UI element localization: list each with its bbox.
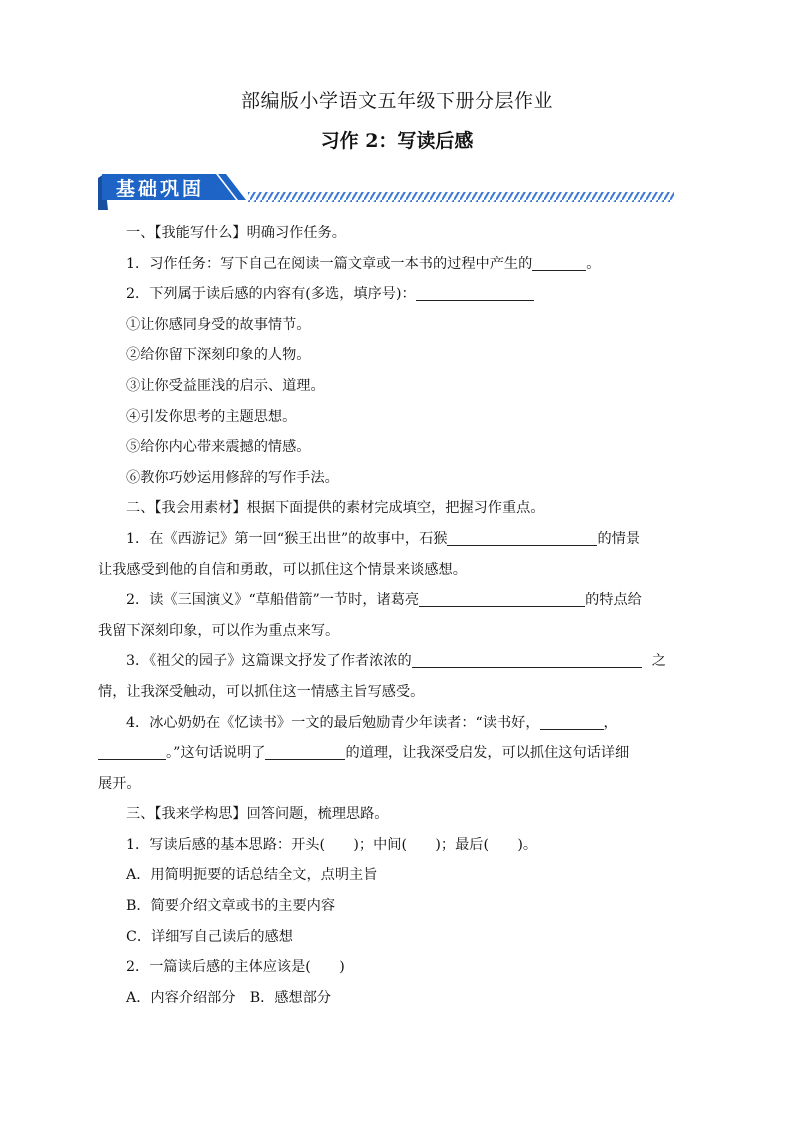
part3-heading: 三、【我来学构思】回答问题，梳理思路。 (126, 806, 389, 823)
answer-blank[interactable] (265, 741, 345, 760)
answer-blank[interactable] (447, 527, 597, 546)
option-item: ⑤给你内心带来震撼的情感。 (126, 439, 311, 456)
page-title: 部编版小学语文五年级下册分层作业 (240, 90, 553, 112)
part2-q4: 4．冰心奶奶在《忆读书》一文的最后勉励青少年读者：“读书好， ， (98, 708, 712, 739)
answer-blank[interactable] (98, 741, 166, 760)
part2-q2-cont: 我留下深刻印象，可以作为重点来写。 (98, 622, 340, 639)
answer-blank[interactable] (532, 252, 586, 271)
option-item: ①让你感同身受的故事情节。 (126, 316, 311, 333)
part2-q4-cont: 。”这句话说明了 的道理，让我深受启发，可以抓住这句话详细 (98, 738, 712, 769)
part2-q3: 3．《祖父的园子》这篇课文抒发了作者浓浓的 之 (98, 646, 712, 677)
option-item: ③让你受益匪浅的启示、道理。 (126, 377, 325, 394)
part2-q4-end: 展开。 (98, 775, 141, 792)
option-item: ②给你留下深刻印象的人物。 (126, 347, 311, 364)
page-subtitle: 习作 2：写读后感 (320, 130, 474, 152)
part1-q2: 2．下列属于读后感的内容有(多选，填序号)： (98, 279, 712, 310)
choice-option: A．用简明扼要的话总结全文，点明主旨 (126, 867, 378, 884)
answer-blank[interactable] (416, 282, 534, 301)
answer-blank[interactable] (540, 711, 604, 730)
part2-heading: 二、【我会用素材】根据下面提供的素材完成填空，把握习作重点。 (126, 500, 545, 517)
banner-hatch (248, 192, 674, 202)
choice-option: A．内容介绍部分 B．感想部分 (126, 989, 332, 1006)
choice-option: B．简要介绍文章或书的主要内容 (126, 898, 336, 915)
part2-q2: 2．读《三国演义》“草船借箭”一节时，诸葛亮 的特点给 (98, 585, 712, 616)
option-item: ④引发你思考的主题思想。 (126, 408, 297, 425)
part3-q2: 2．一篇读后感的主体应该是( ) (126, 959, 345, 976)
part2-q1: 1．在《西游记》第一回“猴王出世”的故事中，石猴 的情景 (98, 524, 712, 555)
part2-q3-cont: 情，让我深受触动，可以抓住这一情感主旨写感受。 (98, 683, 425, 700)
part2-q1-cont: 让我感受到他的自信和勇敢，可以抓住这个情景来谈感想。 (98, 561, 467, 578)
option-item: ⑥教你巧妙运用修辞的写作手法。 (126, 469, 339, 486)
answer-blank[interactable] (419, 588, 585, 607)
part1-q1: 1．习作任务：写下自己在阅读一篇文章或一本书的过程中产生的 。 (98, 249, 712, 280)
section-label: 基础巩固 (116, 178, 205, 200)
answer-blank[interactable] (412, 649, 642, 668)
part1-heading: 一、【我能写什么】明确习作任务。 (126, 225, 346, 241)
part3-q1: 1．写读后感的基本思路：开头( )；中间( )；最后( )。 (126, 836, 538, 853)
choice-option: C．详细写自己读后的感想 (126, 928, 293, 945)
worksheet-content (98, 218, 712, 1013)
